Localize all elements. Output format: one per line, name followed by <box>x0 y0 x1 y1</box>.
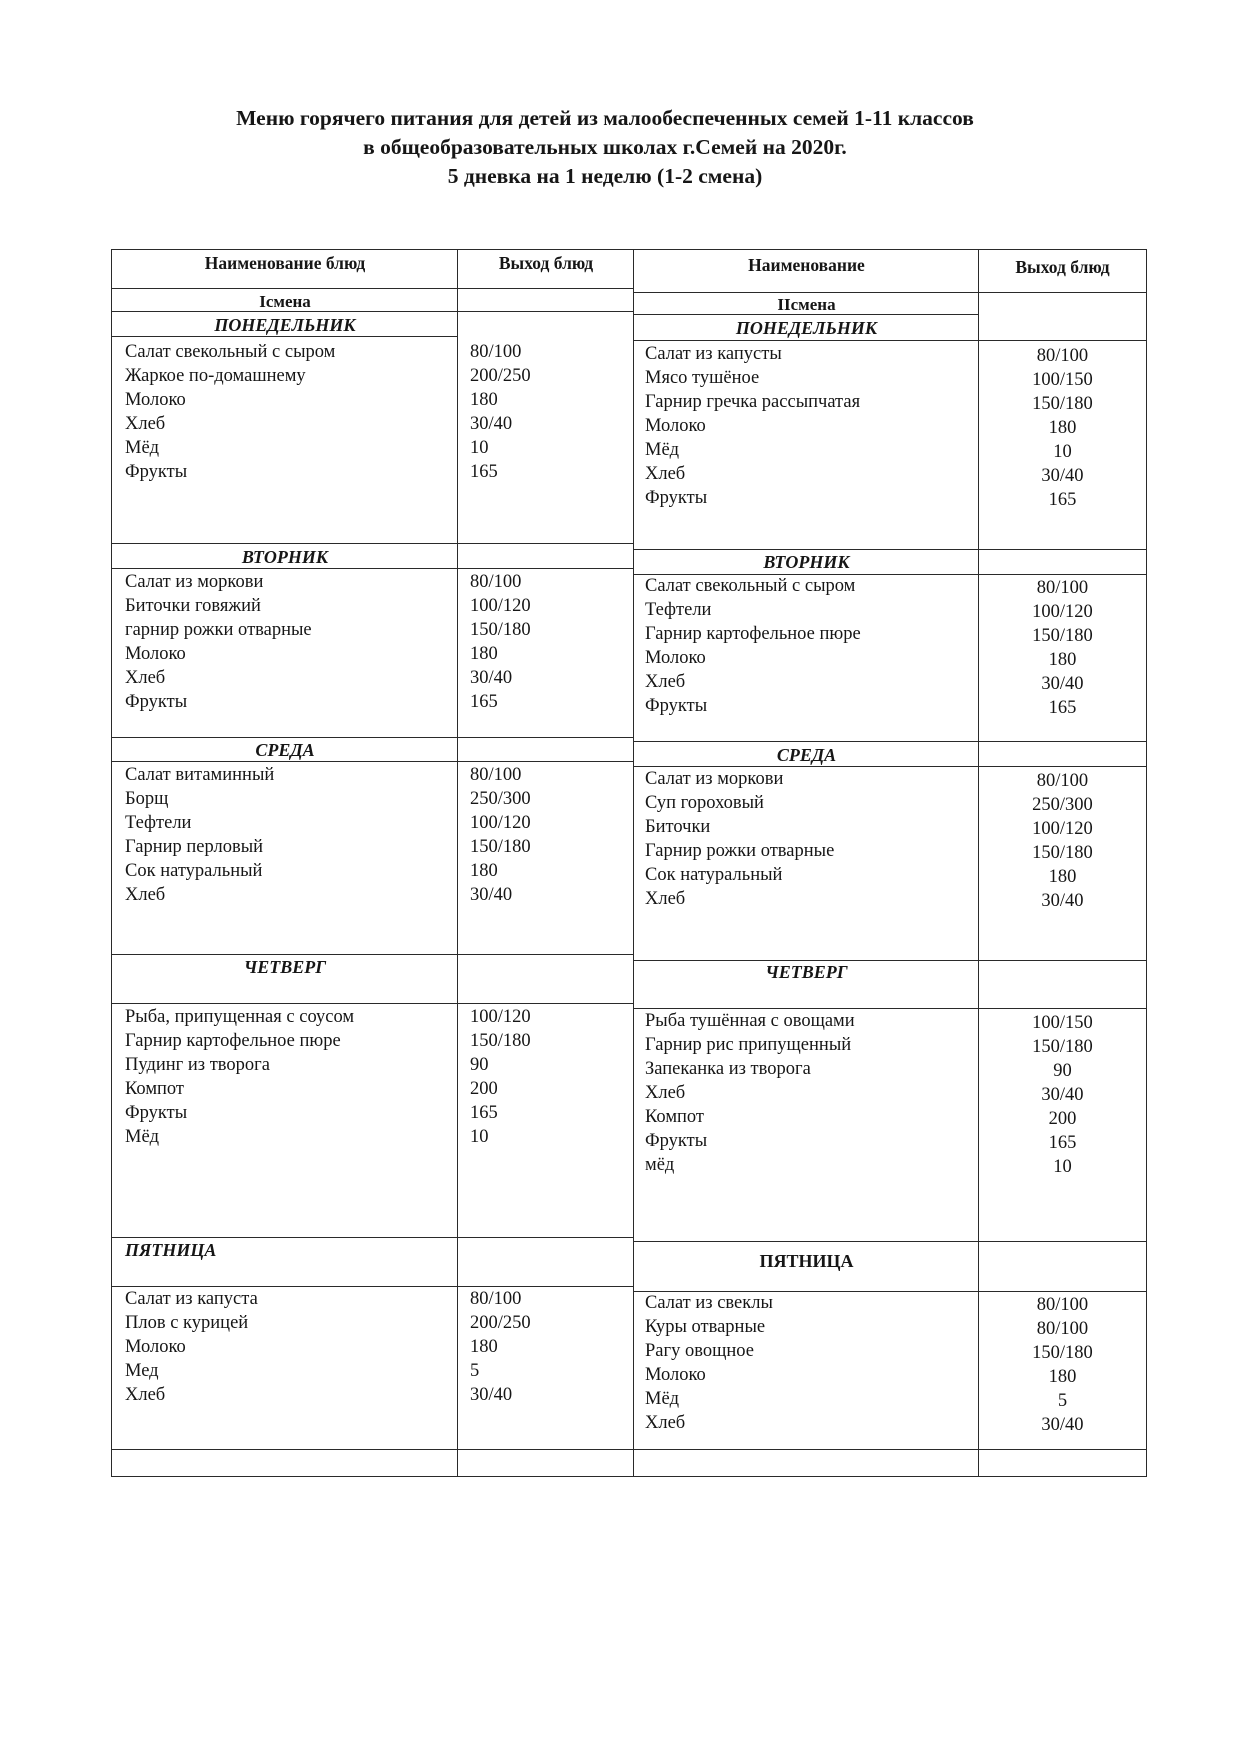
header-name: Наименование <box>748 255 865 275</box>
list-item: 165 <box>470 462 498 482</box>
wednesday-shift-2-dishes <box>645 767 834 911</box>
list-item: Фрукты <box>645 488 708 508</box>
tuesday-shift-2-portions <box>979 576 1146 720</box>
list-item: 165 <box>1048 698 1077 718</box>
monday-shift-1-dishes <box>125 340 335 484</box>
list-item: 150/180 <box>1032 626 1093 646</box>
thursday-shift-1-dishes <box>125 1005 354 1149</box>
rule <box>634 549 1146 550</box>
list-item: Хлеб <box>125 414 166 434</box>
list-item: 100/150 <box>1032 370 1093 390</box>
list-item: Хлеб <box>645 1413 686 1433</box>
list-item: 5 <box>1057 1391 1068 1411</box>
rule <box>112 288 634 289</box>
list-item: 30/40 <box>470 1385 513 1405</box>
list-item: Жаркое по-домашнему <box>125 366 306 386</box>
rule <box>112 1003 634 1004</box>
list-item: 30/40 <box>1041 1415 1084 1435</box>
list-item: 180 <box>1048 867 1077 887</box>
list-item: 100/120 <box>470 596 531 616</box>
list-item: 10 <box>470 1127 489 1147</box>
list-item: 150/180 <box>1032 1037 1093 1057</box>
rule <box>634 741 1146 742</box>
title-line-1: Меню горячего питания для детей из малообеспеченных семей 1-11 классов <box>236 106 974 130</box>
tuesday-shift-2-dishes <box>645 574 861 718</box>
list-item: Хлеб <box>125 1385 166 1405</box>
day-wednesday-shift-2: СРЕДА <box>776 745 837 765</box>
list-item: 30/40 <box>1041 891 1084 911</box>
rule <box>112 568 634 569</box>
day-wednesday-shift-1: СРЕДА <box>255 740 315 760</box>
list-item: Сок натуральный <box>125 861 263 881</box>
list-item: 100/150 <box>1032 1013 1093 1033</box>
list-item: 100/120 <box>1032 819 1093 839</box>
list-item: Пудинг из творога <box>125 1055 270 1075</box>
header-portion-2: Выход блюд <box>1015 257 1110 277</box>
list-item: 165 <box>470 1103 498 1123</box>
list-item: 30/40 <box>1041 674 1084 694</box>
day-friday-shift-1: ПЯТНИЦА <box>125 1240 217 1260</box>
list-item: 165 <box>470 692 498 712</box>
list-item: Гарнир гречка рассыпчатая <box>645 392 861 412</box>
list-item: Хлеб <box>645 889 686 909</box>
tuesday-shift-1-dishes <box>125 570 312 714</box>
day-thursday-shift-2: ЧЕТВЕРГ <box>765 962 848 982</box>
rule <box>112 543 634 544</box>
list-item: 165 <box>1048 1133 1077 1153</box>
monday-shift-2-dishes <box>645 342 860 510</box>
list-item: Мёд <box>125 438 160 458</box>
list-item: 100/120 <box>470 1007 531 1027</box>
list-item: Салат свекольный с сыром <box>645 576 856 596</box>
list-item: 90 <box>1053 1061 1072 1081</box>
rule <box>634 292 1146 293</box>
wednesday-shift-2-portions <box>979 769 1146 913</box>
list-item: Биточки <box>645 817 711 837</box>
list-item: Салат из капуста <box>125 1289 258 1309</box>
list-item: Салат свекольный с сыром <box>125 342 336 362</box>
list-item: Гарнир рожки отварные <box>645 841 835 861</box>
list-item: 30/40 <box>1041 1085 1084 1105</box>
list-item: 10 <box>1053 442 1072 462</box>
list-item: Сок натуральный <box>645 865 783 885</box>
header-dish-name: Наименование блюд <box>204 253 366 273</box>
list-item: 80/100 <box>1036 771 1089 791</box>
list-item: 180 <box>470 390 498 410</box>
list-item: 150/180 <box>1032 843 1093 863</box>
list-item: 150/180 <box>470 837 531 857</box>
tuesday-shift-1-portions <box>470 570 531 714</box>
rule <box>112 336 458 337</box>
list-item: Суп гороховый <box>645 793 764 813</box>
list-item: Гарнир рис припущенный <box>645 1035 852 1055</box>
list-item: Куры отварные <box>645 1317 766 1337</box>
list-item: Борщ <box>125 789 169 809</box>
rule <box>634 340 1146 341</box>
friday-shift-1-dishes <box>125 1287 258 1407</box>
list-item: мёд <box>645 1155 675 1175</box>
list-item: Рыба, припущенная с соусом <box>125 1007 355 1027</box>
list-item: 10 <box>1053 1157 1072 1177</box>
list-item: Хлеб <box>645 464 686 484</box>
friday-shift-2-dishes <box>645 1291 773 1435</box>
list-item: 180 <box>1048 418 1077 438</box>
shift-1-label: Iсмена <box>259 292 311 311</box>
monday-shift-2-portions <box>979 344 1146 512</box>
wednesday-shift-1-portions <box>470 763 531 907</box>
list-item: 150/180 <box>1032 394 1093 414</box>
list-item: Салат из моркови <box>125 572 264 592</box>
list-item: 30/40 <box>1041 466 1084 486</box>
thursday-shift-1-portions <box>470 1005 531 1149</box>
list-item: Хлеб <box>125 668 166 688</box>
list-item: 80/100 <box>1036 1295 1089 1315</box>
shift-2-label: IIсмена <box>777 295 836 314</box>
list-item: 10 <box>470 438 489 458</box>
list-item: Салат из свеклы <box>645 1293 773 1313</box>
list-item: 180 <box>470 861 498 881</box>
day-tuesday-shift-1: ВТОРНИК <box>241 547 329 567</box>
list-item: Гарнир картофельное пюре <box>125 1031 341 1051</box>
list-item: 5 <box>470 1361 480 1381</box>
list-item: 150/180 <box>470 620 531 640</box>
list-item: Плов с курицей <box>125 1313 249 1333</box>
list-item: 165 <box>1048 490 1077 510</box>
list-item: Хлеб <box>645 1083 686 1103</box>
friday-shift-1-portions <box>470 1287 531 1407</box>
day-monday-shift-2: ПОНЕДЕЛЬНИК <box>735 318 878 338</box>
list-item: Молоко <box>125 1337 186 1357</box>
list-item: Фрукты <box>645 1131 708 1151</box>
list-item: Молоко <box>125 644 186 664</box>
list-item: 250/300 <box>470 789 531 809</box>
rule <box>112 761 634 762</box>
day-friday-shift-2: ПЯТНИЦА <box>759 1251 854 1271</box>
list-item: 150/180 <box>470 1031 531 1051</box>
day-tuesday-shift-2: ВТОРНИК <box>763 552 850 572</box>
list-item: Молоко <box>645 648 706 668</box>
list-item: Мёд <box>645 1389 680 1409</box>
rule <box>112 737 634 738</box>
list-item: Мясо тушёное <box>645 368 760 388</box>
thursday-shift-2-dishes <box>645 1009 855 1177</box>
list-item: 30/40 <box>470 668 513 688</box>
list-item: 80/100 <box>1036 346 1089 366</box>
list-item: Молоко <box>125 390 186 410</box>
list-item: 180 <box>470 644 498 664</box>
list-item: 30/40 <box>470 414 513 434</box>
list-item: Хлеб <box>645 672 686 692</box>
day-thursday-shift-1: ЧЕТВЕРГ <box>243 957 327 977</box>
list-item: 80/100 <box>470 572 522 592</box>
list-item: Гарнир картофельное пюре <box>645 624 861 644</box>
menu-table <box>111 249 1147 1477</box>
thursday-shift-2-portions <box>979 1011 1146 1179</box>
list-item: 30/40 <box>470 885 513 905</box>
list-item: Гарнир перловый <box>125 837 264 857</box>
list-item: Мёд <box>645 440 680 460</box>
list-item: Салат из капусты <box>645 344 782 364</box>
rule <box>634 1241 1146 1242</box>
list-item: 180 <box>1048 1367 1077 1387</box>
list-item: 80/100 <box>470 1289 522 1309</box>
list-item: Рыба тушённая с овощами <box>645 1011 855 1031</box>
list-item: 200/250 <box>470 366 531 386</box>
list-item: Салат из моркови <box>645 769 784 789</box>
list-item: 80/100 <box>470 765 522 785</box>
page-title <box>0 104 1210 191</box>
list-item: Молоко <box>645 1365 706 1385</box>
monday-shift-1-portions <box>470 340 531 484</box>
rule <box>112 1237 634 1238</box>
header-portion: Выход блюд <box>498 253 594 273</box>
list-item: 80/100 <box>1036 1319 1089 1339</box>
list-item: 250/300 <box>1032 795 1093 815</box>
title-line-3: 5 дневка на 1 неделю (1-2 смена) <box>447 164 763 188</box>
list-item: Тефтели <box>645 600 712 620</box>
list-item: 200/250 <box>470 1313 531 1333</box>
rule <box>112 954 634 955</box>
list-item: 200 <box>1048 1109 1077 1129</box>
list-item: Тефтели <box>125 813 192 833</box>
list-item: 100/120 <box>470 813 531 833</box>
day-monday-shift-1: ПОНЕДЕЛЬНИК <box>214 315 356 335</box>
title-line-2: в общеобразовательных школах г.Семей на 2020г. <box>363 135 847 159</box>
list-item: Салат витаминный <box>125 765 275 785</box>
list-item: Биточки говяжий <box>125 596 261 616</box>
list-item: 180 <box>470 1337 498 1357</box>
list-item: Запеканка из творога <box>645 1059 811 1079</box>
list-item: Фрукты <box>125 1103 188 1123</box>
list-item: 80/100 <box>470 342 522 362</box>
list-item: 180 <box>1048 650 1077 670</box>
list-item: Хлеб <box>125 885 166 905</box>
list-item: Рагу овощное <box>645 1341 754 1361</box>
list-item: Компот <box>645 1107 705 1127</box>
list-item: 200 <box>470 1079 498 1099</box>
wednesday-shift-1-dishes <box>125 763 274 907</box>
list-item: Компот <box>125 1079 185 1099</box>
list-item: 150/180 <box>1032 1343 1093 1363</box>
rule <box>112 1449 1146 1450</box>
list-item: 90 <box>470 1055 489 1075</box>
list-item: Мёд <box>125 1127 160 1147</box>
friday-shift-2-portions <box>979 1293 1146 1437</box>
list-item: 100/120 <box>1032 602 1093 622</box>
list-item: 80/100 <box>1036 578 1089 598</box>
list-item: гарнир рожки отварные <box>125 620 312 640</box>
list-item: Фрукты <box>645 696 708 716</box>
list-item: Фрукты <box>125 692 188 712</box>
list-item: Мед <box>125 1361 159 1381</box>
list-item: Молоко <box>645 416 706 436</box>
list-item: Фрукты <box>125 462 188 482</box>
